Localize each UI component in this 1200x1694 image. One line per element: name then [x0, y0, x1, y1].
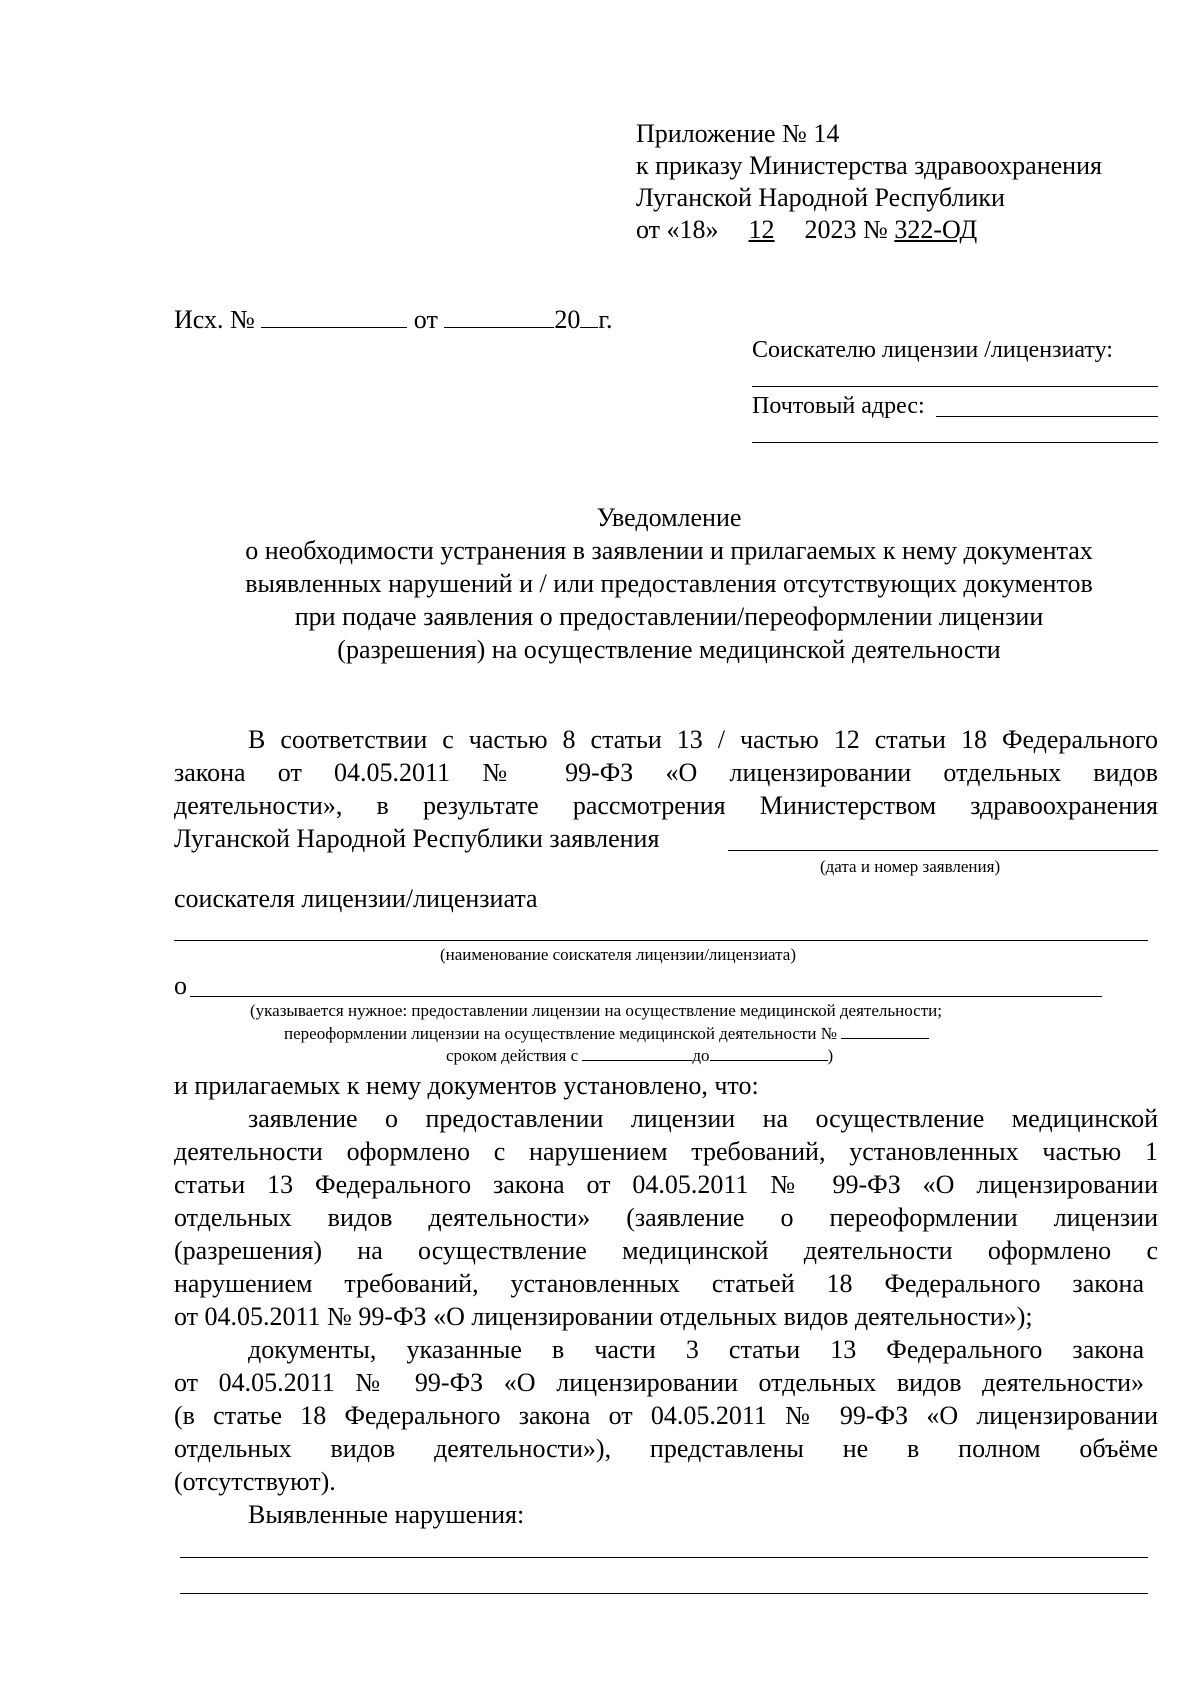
p1-line-1: В соответствии с частью 8 статьи 13 / частью 12 статьи 18 Федерального	[248, 725, 1158, 754]
violations-label: Выявленные нарушения:	[248, 1500, 525, 1529]
recipient-name-line	[752, 386, 1158, 387]
p1-line-2: закона от 04.05.2011 № 99-ФЗ «О лицензировании отдельных видов	[174, 758, 1158, 787]
p3-line-4: отдельных видов деятельности»), представлены не в полном объёме	[174, 1434, 1158, 1463]
notice-subtitle-2: выявленных нарушений и / или предоставления отсутствующих документов	[245, 569, 1093, 598]
recipient-address-label: Почтовый адрес:	[752, 393, 925, 419]
violations-line-2	[180, 1593, 1148, 1594]
p2-line-3: статьи 13 Федерального закона от 04.05.2011 № 99-ФЗ «О лицензировании	[174, 1170, 1158, 1199]
hint-o-2-blank	[841, 1022, 929, 1039]
appendix-date-prefix: от «18»	[636, 215, 719, 244]
docs-line: и прилагаемых к нему документов установлено, что:	[174, 1071, 759, 1100]
outgoing-suffix: г.	[598, 305, 613, 334]
appendix-number: Приложение № 14	[636, 119, 840, 148]
p1-line-3: деятельности», в результате рассмотрения Министерством здравоохранения	[174, 791, 1158, 820]
notice-title: Уведомление	[596, 503, 742, 532]
appendix-order-number: 322-ОД	[894, 215, 978, 244]
p2-line-4: отдельных видов деятельности» (заявление о переоформлении лицензии	[174, 1203, 1158, 1232]
outgoing-number-blank	[261, 305, 407, 328]
hint-application: (дата и номер заявления)	[820, 857, 1001, 876]
appendix-month: 12	[748, 215, 775, 244]
violations-line-1	[180, 1557, 1148, 1558]
hint-o-3-a: сроком действия с	[446, 1046, 579, 1065]
recipient-address-blank	[936, 416, 1158, 417]
hint-o-3-c: )	[827, 1046, 834, 1065]
outgoing-label: Исх. №	[174, 305, 255, 334]
outgoing-number-line	[174, 304, 613, 336]
p2-line-6: нарушением требований, установленных статьей 18 Федерального закона	[174, 1269, 1144, 1298]
hint-o-1: (указывается нужное: предоставлении лицензии на осуществление медицинской деятельности;	[250, 1001, 942, 1020]
appendix-order-ref: к приказу Министерства здравоохранения	[636, 151, 1102, 180]
p3-line-5: (отсутствуют).	[174, 1467, 336, 1496]
hint-applicant: (наименование соискателя лицензии/лицензиата)	[440, 945, 797, 964]
hint-o-3-b: до	[692, 1046, 710, 1065]
appendix-year-no: 2023 №	[804, 215, 888, 244]
p3-line-3: (в статье 18 Федерального закона от 04.05.2011 № 99-ФЗ «О лицензировании	[174, 1401, 1158, 1430]
notice-subtitle-1: о необходимости устранения в заявлении и прилагаемых к нему документах	[245, 536, 1093, 565]
outgoing-year-blank	[580, 305, 598, 328]
applicant-line: соискателя лицензии/лицензиата	[174, 884, 538, 913]
o-letter: о	[174, 971, 187, 1000]
hint-o-2-text: переоформлении лицензии на осуществление медицинской деятельности №	[284, 1024, 837, 1043]
recipient-address-line2	[752, 442, 1158, 443]
recipient-label: Соискателю лицензии /лицензиату:	[752, 337, 1113, 363]
p3-line-2: от 04.05.2011 № 99-ФЗ «О лицензировании отдельных видов деятельности»	[174, 1368, 1144, 1397]
hint-o-3	[446, 1044, 833, 1067]
hint-o-2	[284, 1022, 929, 1045]
p3-line-1: документы, указанные в части 3 статьи 13 Федерального закона	[248, 1335, 1144, 1364]
outgoing-date-blank	[444, 305, 554, 328]
notice-subtitle-4: (разрешения) на осуществление медицинской деятельности	[337, 635, 1001, 664]
outgoing-from: от	[413, 305, 438, 334]
p1-line-4: Луганской Народной Республики заявления	[174, 824, 660, 853]
applicant-name-blank	[174, 940, 1148, 941]
hint-o-3-blank-2	[710, 1044, 828, 1061]
p2-line-5: (разрешения) на осуществление медицинской деятельности оформлено с	[174, 1236, 1158, 1265]
appendix-republic: Луганской Народной Республики	[636, 183, 1005, 212]
outgoing-year: 20	[554, 305, 581, 334]
notice-subtitle-3: при подаче заявления о предоставлении/переоформлении лицензии	[294, 602, 1044, 631]
hint-o-3-blank-1	[582, 1044, 692, 1061]
o-blank	[190, 996, 1102, 997]
application-blank	[728, 850, 1158, 851]
p2-line-2: деятельности оформлено с нарушением требований, установленных частью 1	[174, 1137, 1158, 1166]
p2-line-7: от 04.05.2011 № 99-ФЗ «О лицензировании отдельных видов деятельности»);	[174, 1302, 1033, 1331]
p2-line-1: заявление о предоставлении лицензии на осуществление медицинской	[248, 1104, 1158, 1133]
appendix-date-line	[636, 214, 977, 246]
